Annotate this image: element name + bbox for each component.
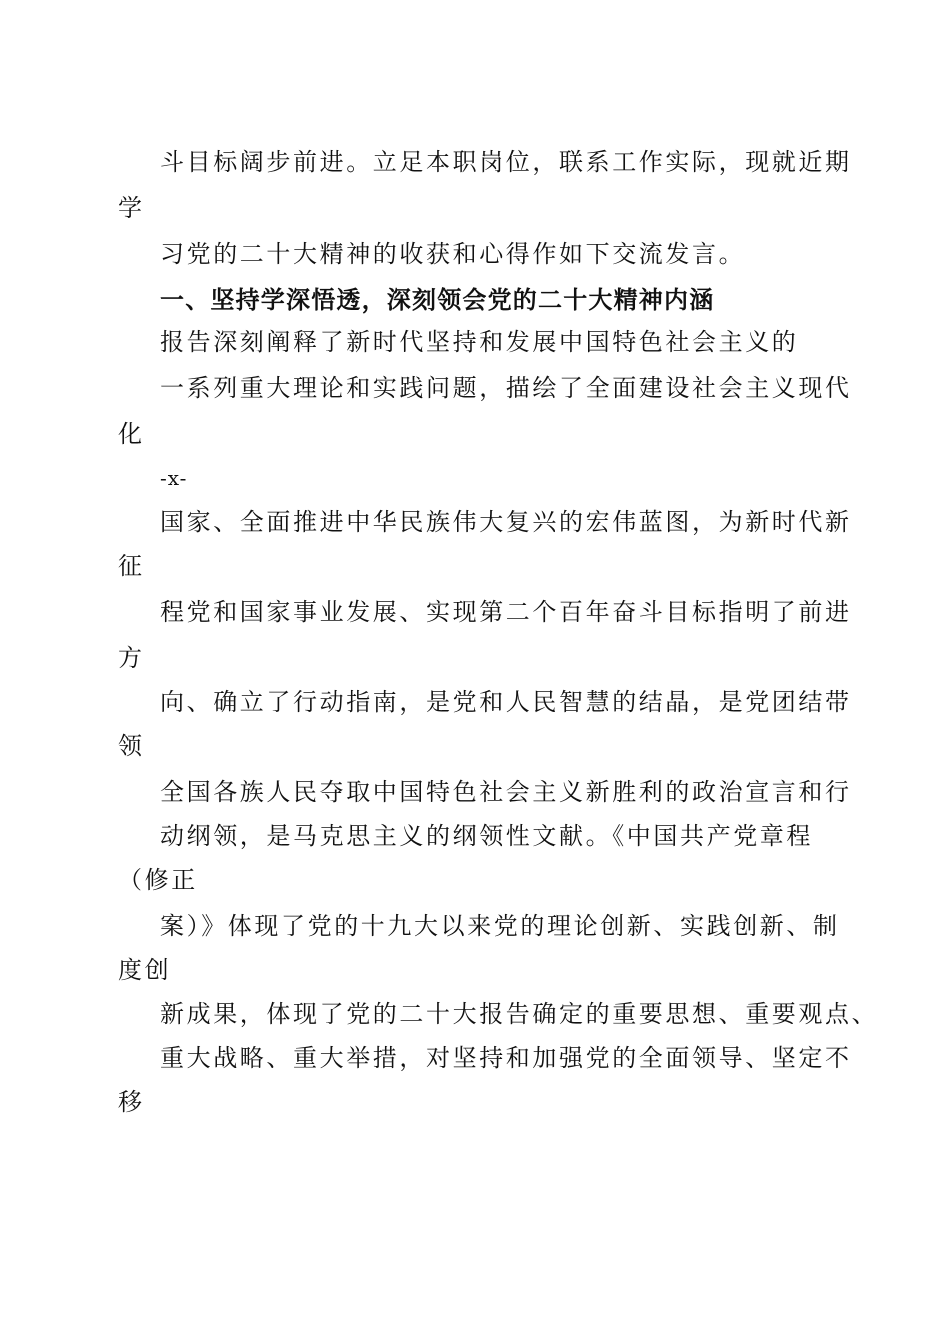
body-line: 征 (118, 552, 145, 580)
body-line: 程党和国家事业发展、实现第二个百年奋斗目标指明了前进 (160, 598, 852, 626)
body-line: 学 (118, 194, 145, 222)
body-line: 度创 (118, 956, 172, 984)
body-line: 重大战略、重大举措，对坚持和加强党的全面领导、坚定不 (160, 1044, 852, 1072)
body-line: 案）》体现了党的十九大以来党的理论创新、实践创新、制 (160, 912, 840, 940)
body-line: 动纲领，是马克思主义的纲领性文献。《中国共产党章程 (160, 822, 813, 850)
body-line: （修正 (118, 866, 198, 894)
body-line: 新成果，体现了党的二十大报告确定的重要思想、重要观点、 (160, 1000, 879, 1028)
body-line: 一系列重大理论和实践问题，描绘了全面建设社会主义现代 (160, 374, 852, 402)
section-heading: 一、坚持学深悟透，深刻领会党的二十大精神内涵 (160, 286, 715, 314)
body-line: 移 (118, 1088, 145, 1116)
body-line: 习党的二十大精神的收获和心得作如下交流发言。 (160, 240, 746, 268)
body-line: 方 (118, 644, 145, 672)
body-line: 报告深刻阐释了新时代坚持和发展中国特色社会主义的 (160, 328, 799, 356)
body-line: 斗目标阔步前进。立足本职岗位，联系工作实际，现就近期 (160, 148, 852, 176)
page-number: -x- (160, 466, 188, 490)
body-line: 化 (118, 420, 145, 448)
body-line: 向、确立了行动指南，是党和人民智慧的结晶，是党团结带 (160, 688, 852, 716)
body-line: 全国各族人民夺取中国特色社会主义新胜利的政治宣言和行 (160, 778, 852, 806)
body-line: 领 (118, 732, 145, 760)
body-line: 国家、全面推进中华民族伟大复兴的宏伟蓝图，为新时代新 (160, 508, 852, 536)
